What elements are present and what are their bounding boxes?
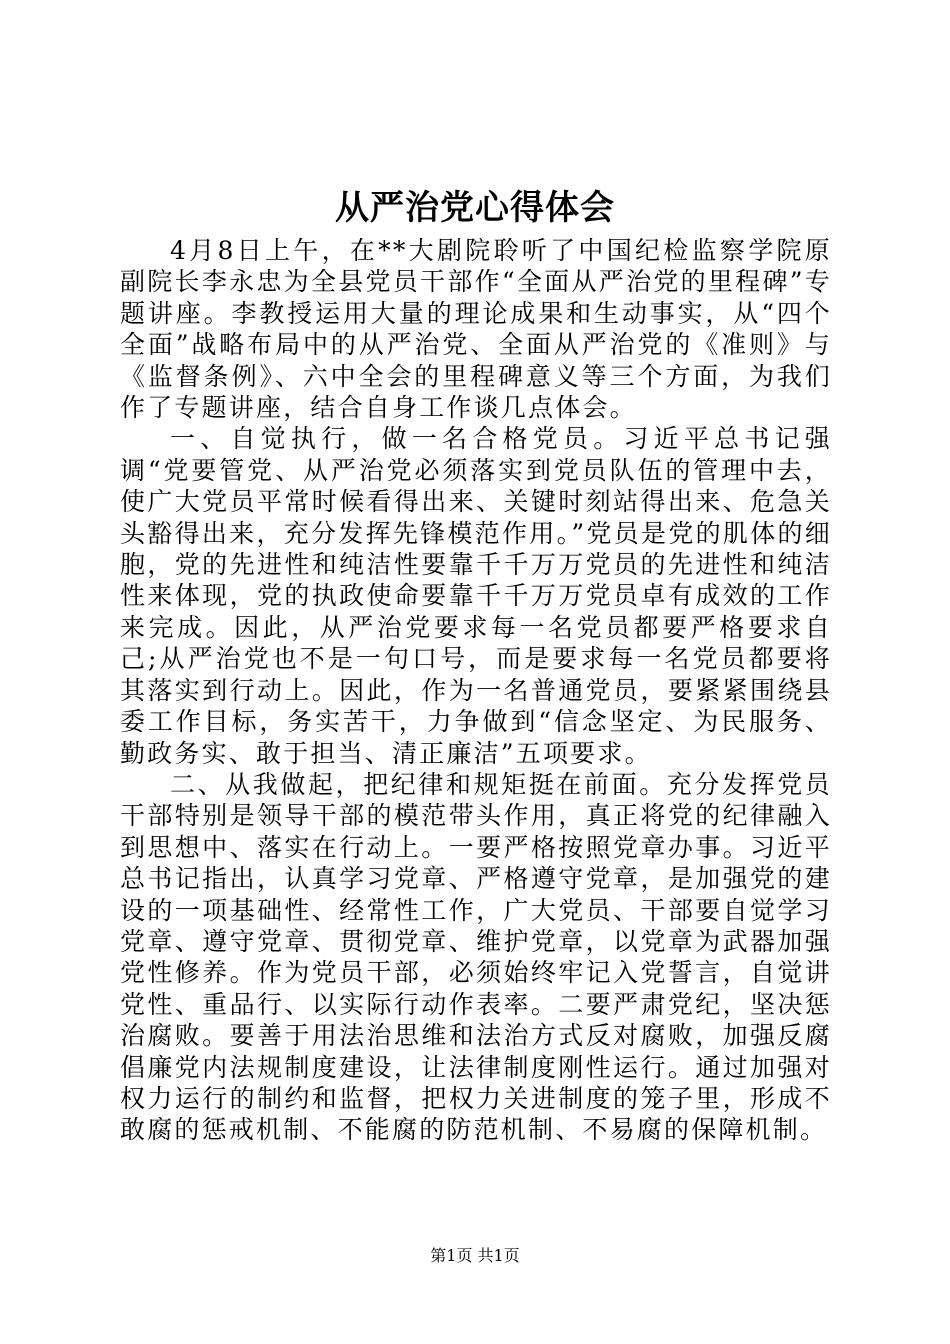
document-title: 从严治党心得体会 <box>335 188 615 228</box>
paragraph-point-two: 二、从我做起，把纪律和规矩挺在前面。充分发挥党员干部特别是领导干部的模范带头作用，真正将党的纪律融入到思想中、落实在行动上。一要严格按照党章办事。习近平总书记指出，认真学习党章、严格遵守党章，是加强党的建设的一项基础性、经常性工作，广大党员、干部要自觉学习党章、遵守党章、贯彻党章、维护党章，以党章为武器加强党性修养。作为党员干部，必须始终牢记入党誓言，自觉讲党性、重品行、以实际行动作表率。二要严肃党纪，坚决惩治腐败。要善于用法治思维和法治方式反对腐败，加强反腐倡廉党内法规制度建设，让法律制度刚性运行。通过加强对权力运行的制约和监督，把权力关进制度的笼子里，形成不敢腐的惩戒机制、不能腐的防范机制、不易腐的保障机制。 <box>120 769 832 1145</box>
document-body <box>120 235 832 1146</box>
page-number-footer: 第1页 共1页 <box>430 1246 520 1265</box>
paragraph-point-one: 一、自觉执行，做一名合格党员。习近平总书记强调“党要管党、从严治党必须落实到党员队伍的管理中去，使广大党员平常时候看得出来、关键时刻站得出来、危急关头豁得出来，充分发挥先锋模范作用。”党员是党的肌体的细胞，党的先进性和纯洁性要靠千千万万党员的先进性和纯洁性来体现，党的执政使命要靠千千万万党员卓有成效的工作来完成。因此，从严治党要求每一名党员都要严格要求自己;从严治党也不是一句口号，而是要求每一名党员都要将其落实到行动上。因此，作为一名普通党员，要紧紧围绕县委工作目标，务实苦干，力争做到“信念坚定、为民服务、勤政务实、敢于担当、清正廉洁”五项要求。 <box>120 424 832 768</box>
paragraph-intro: 4月8日上午，在**大剧院聆听了中国纪检监察学院原副院长李永忠为全县党员干部作“全面从严治党的里程碑”专题讲座。李教授运用大量的理论成果和生动事实，从“四个全面”战略布局中的从严治党、全面从严治党的《准则》与《监督条例》、六中全会的里程碑意义等三个方面，为我们作了专题讲座，结合自身工作谈几点体会。 <box>120 236 832 423</box>
